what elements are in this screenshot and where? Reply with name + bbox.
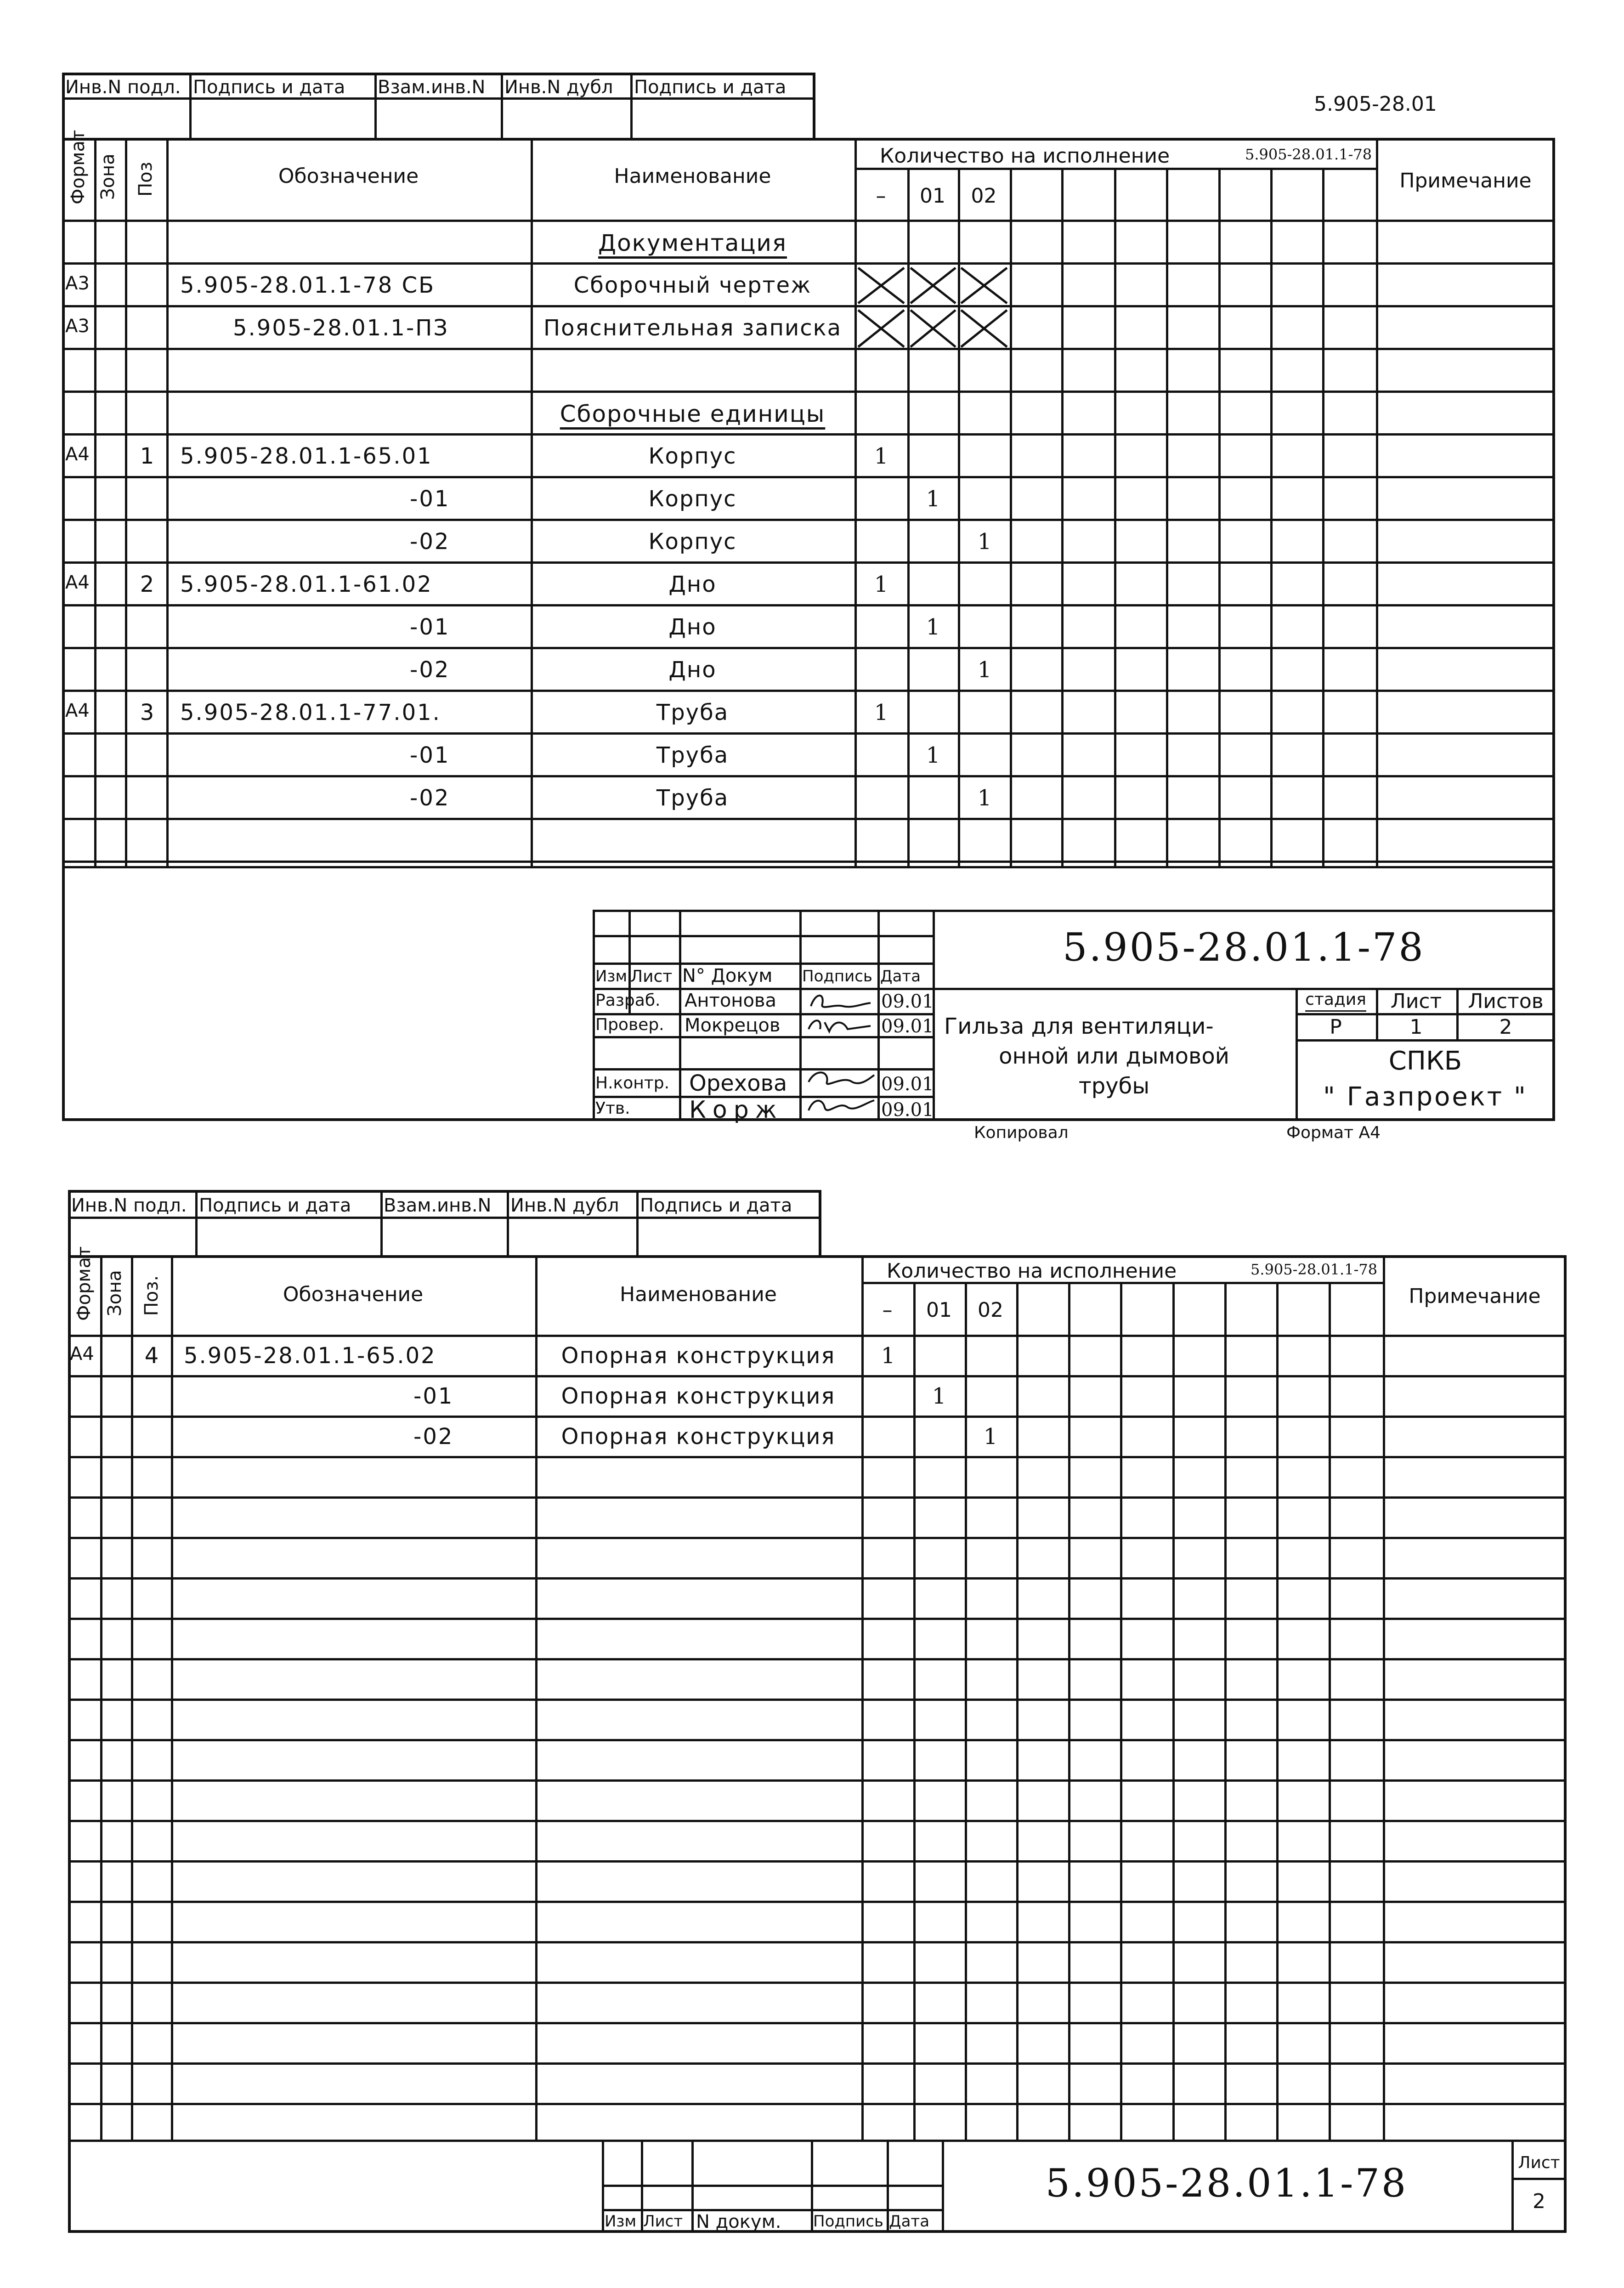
cell-q2: 1 [983,1424,998,1450]
cell-poz: 2 [140,572,154,597]
cell-oboz: -02 [410,785,450,811]
tb-org-line2: " Газпроект " [1323,1082,1528,1112]
cell-q0: 1 [874,443,888,469]
header-col-01: 01 [920,184,945,208]
tb-utv-name: Корж [689,1096,783,1124]
cell-q2: 1 [977,657,992,683]
tb-prover-name: Мокрецов [685,1015,781,1036]
cell-oboz: 5.905-28.01.1-78 СБ [180,272,436,298]
cell-name: Сборочный чертеж [573,272,812,298]
cell-q1: 1 [926,742,940,768]
tb-izm: Изм. [595,967,632,985]
cell-oboz: -01 [413,1383,454,1409]
tb-stadiya: стадия [1305,990,1366,1009]
cell-name: Опорная конструкция [561,1343,836,1369]
tb-product-line3: трубы [1078,1073,1150,1099]
tb2-n-dokum: N докум. [696,2211,781,2232]
tb-utv: Утв. [595,1099,630,1118]
stamp2-inv-podl: Инв.N подл. [71,1195,187,1216]
cell-q1: 1 [926,614,940,640]
tb-stadiya-val: Р [1330,1015,1342,1039]
cell-format: А4 [70,1343,94,1365]
tb-podpis: Подпись [802,967,872,985]
stamp2-podpis-data: Подпись и дата [199,1195,351,1216]
cell-oboz: 5.905-28.01.1-65.01 [180,443,433,469]
tb-prover: Провер. [595,1015,664,1034]
tb-list: Лист [630,967,673,986]
cell-name: Труба [656,785,729,811]
cell-name: Корпус [648,529,737,555]
header2-primechanie: Примечание [1409,1285,1541,1308]
header2-zona: Зона [104,1270,125,1316]
cross-marks [854,264,1011,351]
tb-kopiroval: Копировал [974,1123,1069,1142]
tb2-podpis: Подпись [813,2212,883,2231]
header-col-dash: – [876,184,886,208]
cell-oboz: 5.905-28.01.1-ПЗ [233,315,449,341]
cell-name: Труба [656,700,729,725]
tb-nkontr: Н.контр. [595,1074,670,1093]
stamp-vzam-inv: Взам.инв.N [378,77,486,98]
tb2-list-val: 2 [1533,2190,1545,2213]
header-poz: Поз [135,162,156,197]
cell-name: Корпус [648,486,737,512]
cell-format: А3 [65,316,90,337]
tb2-list: Лист [643,2212,683,2231]
header-naimenovanie: Наименование [614,164,771,188]
tb-data: Дата [880,967,921,985]
stamp-podpis-data-2: Подпись и дата [634,77,787,98]
stamp-podpis-data: Подпись и дата [193,77,345,98]
stamp-inv-podl: Инв.N подл. [65,77,181,98]
cell-q0: 1 [874,700,888,725]
header2-col-02: 02 [978,1298,1003,1322]
header-primechanie: Примечание [1399,169,1532,193]
cell-name: Дно [668,572,717,597]
tb-razrab: Разраб. [595,991,661,1010]
cell-format: А3 [65,273,90,294]
tb-list-val: 1 [1409,1015,1423,1039]
cell-name: Труба [656,742,729,768]
header2-col-dash: – [882,1298,893,1322]
tb-razrab-name: Антонова [685,990,776,1011]
cell-oboz: -02 [410,529,450,555]
tb-format-a4: Формат А4 [1286,1123,1381,1142]
stamp2-vzam-inv: Взам.инв.N [384,1195,492,1216]
tb-list-label: Лист [1390,990,1442,1013]
cell-oboz: -01 [410,742,450,768]
tb-n-dokum: N° Докум [682,965,773,986]
tb2-data: Дата [889,2212,930,2231]
cell-format: А4 [65,444,90,465]
cell-oboz: -02 [410,657,450,683]
tb2-doc-number: 5.905-28.01.1-78 [1045,2161,1408,2206]
cell-poz: 4 [144,1343,159,1369]
header-oboznachenie: Обозначение [278,164,419,188]
header2-format: Формат [74,1246,95,1321]
tb-product-line1: Гильза для вентиляци- [944,1014,1214,1039]
cell-oboz: -01 [410,486,450,512]
tb-razrab-date: 09.01 [881,991,934,1012]
cell-format: А4 [65,700,90,721]
tb-prover-date: 09.01 [881,1016,934,1037]
tb-listov-label: Листов [1468,990,1544,1013]
header-kolichestvo-code: 5.905-28.01.1-78 [1245,146,1372,163]
cell-oboz: -01 [410,614,450,640]
cell-q1: 1 [932,1383,946,1409]
header-zona: Зона [97,153,119,200]
header2-naimenovanie: Наименование [620,1283,777,1306]
tb2-izm: Изм [605,2212,637,2231]
cell-oboz: 5.905-28.01.1-77.01. [180,700,441,725]
header-format: Формат [68,130,89,204]
cell-oboz: 5.905-28.01.1-65.02 [184,1343,436,1369]
tb-nkontr-name: Орехова [689,1070,787,1096]
cell-q0: 1 [874,572,888,597]
cell-q0: 1 [881,1343,895,1369]
cell-name: Дно [668,657,717,683]
cell-poz: 1 [140,443,154,469]
tb-nkontr-date: 09.01 [881,1074,934,1095]
cell-oboz: -02 [413,1424,454,1450]
stamp2-inv-dubl: Инв.N дубл [510,1195,619,1216]
cell-name: Сборочные единицы [560,401,826,427]
stamp2-podpis-data-2: Подпись и дата [640,1195,792,1216]
header2-kolichestvo: Количество на исполнение [887,1259,1177,1283]
cell-name: Документация [598,230,787,256]
header2-poz: Поз. [141,1275,162,1316]
cell-poz: 3 [140,700,154,725]
stamp-inv-dubl: Инв.N дубл [504,77,613,98]
cell-q1: 1 [926,486,940,512]
cell-name: Пояснительная записка [543,315,842,341]
header2-col-01: 01 [926,1298,952,1322]
tb-product-line2: онной или дымовой [999,1043,1229,1069]
header-col-02: 02 [971,184,997,208]
signatures [802,990,877,1121]
header2-kolichestvo-code: 5.905-28.01.1-78 [1251,1261,1378,1278]
cell-name: Опорная конструкция [561,1424,836,1450]
header-kolichestvo: Количество на исполнение [880,144,1170,168]
cell-q2: 1 [977,529,992,555]
cell-format: А4 [65,572,90,593]
cell-name: Опорная конструкция [561,1383,836,1409]
tb-org-line1: СПКБ [1388,1046,1462,1076]
tb-utv-date: 09.01 [881,1099,934,1121]
cell-name: Корпус [648,443,737,469]
tb2-list-label: Лист [1518,2153,1560,2172]
top-doc-code: 5.905-28.01 [1314,92,1437,116]
cell-name: Дно [668,614,717,640]
cell-oboz: 5.905-28.01.1-61.02 [180,572,433,597]
cell-q2: 1 [977,785,992,811]
tb-listov-val: 2 [1499,1015,1512,1039]
header2-oboznachenie: Обозначение [283,1283,424,1306]
tb-doc-number: 5.905-28.01.1-78 [1063,925,1425,970]
